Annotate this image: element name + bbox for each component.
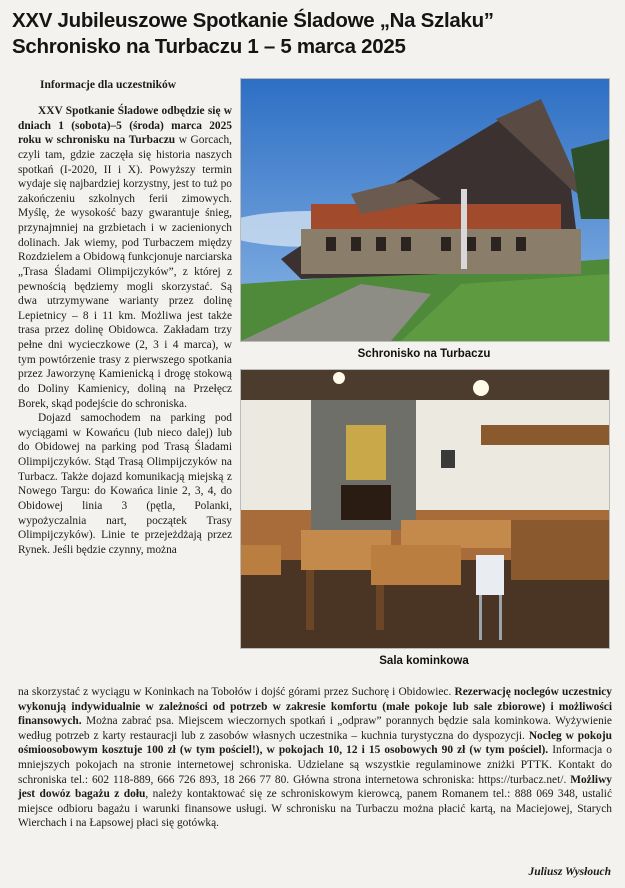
photo-shelter-caption: Schronisko na Turbaczu xyxy=(357,348,491,360)
text-run: , należy kontaktować się ze schroniskowym kierowcą, panem Romanem tel.: 888 069 348, ustalić miejsce odbioru bagażu i warunki finansowe usługi. W schronisku na Turbaczu można płacić kartą, na Maciejowej, Starych Wierchach i na Łapsowej płaci się gotówką. xyxy=(18,788,612,830)
shelter-photo-illustration xyxy=(241,79,609,341)
bold-text-run: Nocleg w pokoju ośmioosobowym kosztuje 100 zł (w tym pościel!), w pokojach 10, 12 i 15 osobowych 90 zł (w tym pościel). xyxy=(18,729,612,757)
article-heading xyxy=(12,8,612,60)
author-signature: Juliusz Wysłouch xyxy=(528,866,611,878)
heading-line-2: Schronisko na Turbaczu 1 – 5 marca 2025 xyxy=(12,35,406,58)
text-run: Dojazd samochodem na parking pod wyciągami w Kowańcu (lub nieco dalej) lub do Obidowej na parking pod Trasą Śladami Olimpijczyków. Stąd Trasą Olimpijczyków na Turbacz. Także dojazd komunikacją miejską z Nowego Targu: do Kowańca linie 2, 3, 4, do Obidowej linia 3 (pętla, Polanki, wypożyczalnia nart, początek Trasy Olimpijczyków). Linie te przejeżdżają przez Rynek. Jeśli będzie czynny, można xyxy=(18,412,232,556)
left-column-text xyxy=(18,104,232,557)
paragraph xyxy=(18,104,232,411)
fireplace-room-illustration xyxy=(241,370,609,648)
text-run: Informacja o mniejszych pokojach na stronie internetowej schroniska. Udzielane są wszystkie regulaminowe zniżki PTTK. Kontakt do schroniska tel.: 602 118-889, 666 726 893, 18 266 77 80. Główna strona internetowa schroniska: https://turbacz.net/. xyxy=(18,744,612,786)
bold-text-run: Możliwy jest dowóz bagażu z dołu xyxy=(18,773,612,801)
photo-shelter xyxy=(240,78,610,342)
text-run: na skorzystać z wyciągu w Koninkach na Tobołów i dojść górami przez Suchorę i Obidowiec. xyxy=(18,686,455,698)
bold-text-run: XXV Spotkanie Śladowe odbędzie się w dniach 1 (sobota)–5 (środa) marca 2025 roku w schronisku na Turbaczu xyxy=(18,105,232,147)
bold-text-run: Rezerwację noclegów uczestnicy wykonują indywidualnie w zależności od potrzeb w zakresie komfortu (małe pokoje lub sale zbiorowe) i możliwości finansowych. xyxy=(18,686,612,728)
text-run: Można zabrać psa. Miejscem wieczornych spotkań i „odpraw” porannych będzie sala kominkowa. Wyżywienie według potrzeb z karty restauracji lub z zasobów własnych uczestnika – kuchnia turystyczna do dyspozycji. xyxy=(18,715,612,742)
heading-line-1: XXV Jubileuszowe Spotkanie Śladowe „Na Szlaku” xyxy=(12,9,494,32)
full-width-text xyxy=(18,685,612,831)
photo-fireplace-caption: Sala kominkowa xyxy=(379,655,469,667)
section-label: Informacje dla uczestników xyxy=(40,79,177,91)
paragraph xyxy=(18,411,232,557)
text-run: w Gorcach, czyli tam, gdzie zaczęła się historia naszych spotkań (I-2020, II i X). Powyższy termin wydaje się najbardziej korzystny, jest to tuż po zakończeniu szkolnych ferii zimowych. Myślę, że wysokość bazy gwarantuje śnieg, przynajmniej na grzbietach i w zacienionych dolinach. Jak wiemy, pod Turbaczem między Rozdzielem a Obidową funkcjonuje narciarska „Trasa Śladami Olimpijczyków”, z której z pewnością będziemy mogli skorzystać. Są dwa utrzymywane warianty przez dolinę Lepietnicy – 8 i 11 km. Możliwa jest także trasa przez dolinę Obidowca. Zakładam trzy pełne dni wycieczkowe (2, 3 i 4 marca), w tym powtórzenie trasy z pierwszego spotkania przez Jaworzynę Kamienicką i drogę stokową do Doliny Kamienicy, doliną na Przełęcz Borek, skąd podejście do schroniska. xyxy=(18,134,232,410)
photo-fireplace-room xyxy=(240,369,610,649)
